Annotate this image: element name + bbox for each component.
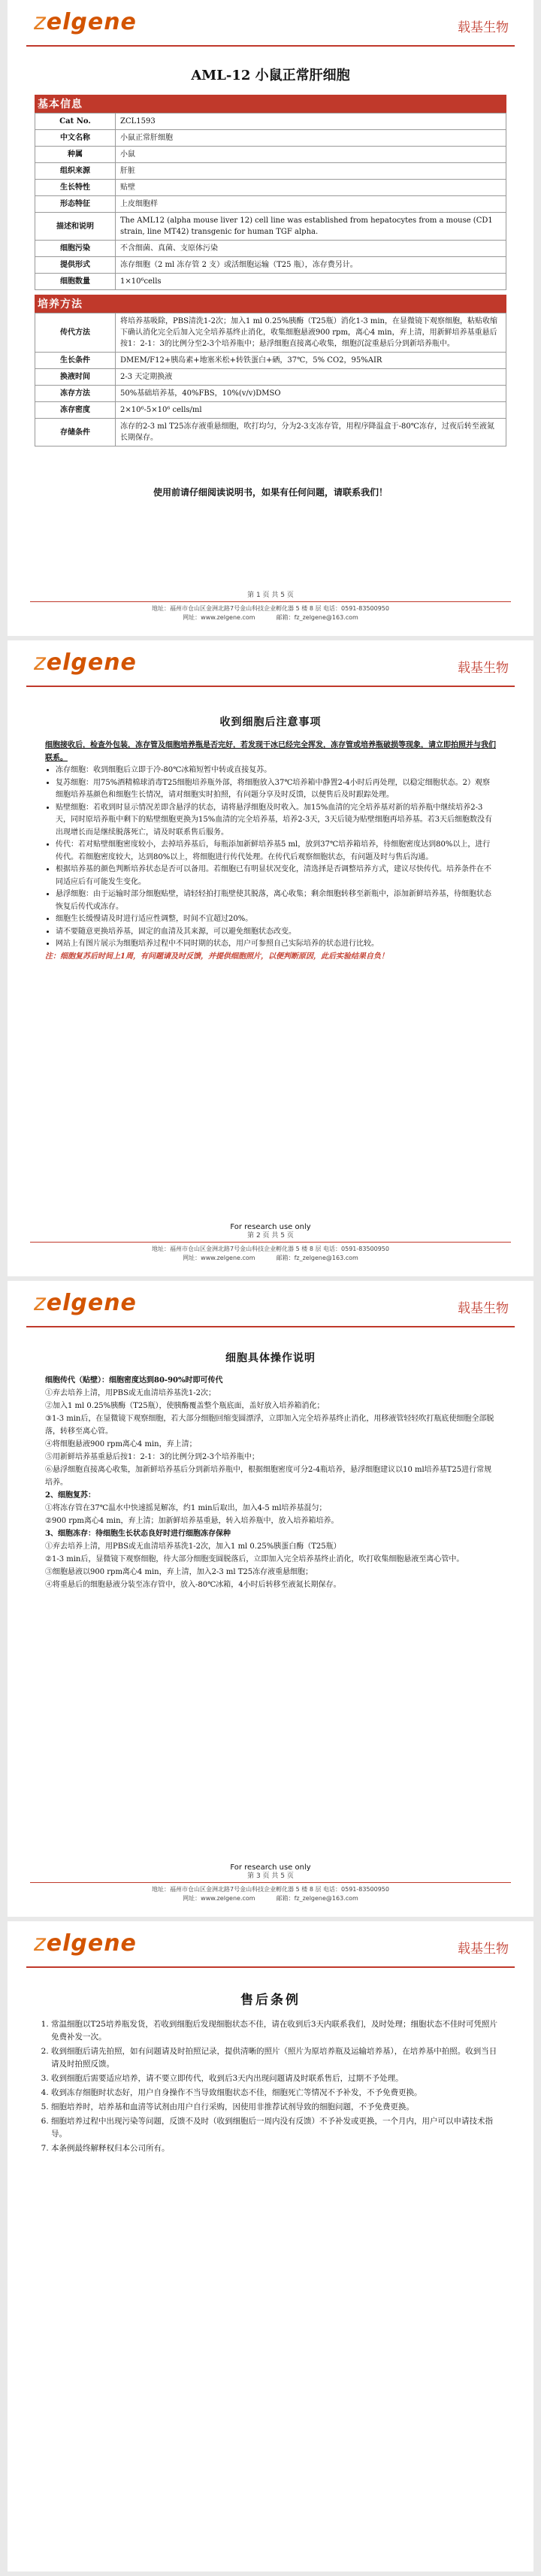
- procedure-body: [45, 1374, 496, 1591]
- table-row: [35, 196, 506, 213]
- page-3: [8, 1281, 533, 1917]
- after-sales-list: [39, 2018, 502, 2155]
- row-value: 冻存的2-3 ml T25冻存液重悬细胞，吹打均匀，分为2-3支冻存管，用程序降温盒于-80℃冻存，过夜后转至液氮长期保存。: [116, 419, 506, 446]
- page-header: [26, 0, 515, 47]
- procedure-line: 3、细胞冻存：待细胞生长状态良好时进行细胞冻存保种: [45, 1530, 231, 1538]
- row-value: 小鼠正常肝细胞: [116, 130, 506, 147]
- culture-table: [35, 313, 506, 446]
- list-item: • 贴壁细胞：若收到时显示情况差即含悬浮的状态，请将悬浮细胞及时收入。加15%血清的完全培养基对新的培养瓶中继续培养2-3天，同时原培养瓶中剩下的贴壁细胞更换为15%血清的完全培养基，培养2-3天，3天后镜为贴壁细胞再培养基。若3天后细胞数没有出现增长而是继续脱落死亡，请及时联系售后服务。: [56, 802, 496, 840]
- page-4: [8, 1921, 533, 2571]
- row-label: 中文名称: [35, 130, 116, 147]
- row-label: 换液时间: [35, 369, 116, 386]
- row-label: 组织来源: [35, 163, 116, 180]
- section-culture: 培养方法: [35, 295, 506, 313]
- lead-paragraph: 细胞接收后，检查外包装，冻存管及细胞培养瓶是否完好，若发现干冰已经完全挥发，冻存管或培养瓶破损等现象，请立即拍照并与我们联系。: [45, 741, 496, 762]
- page-title: 售后条例: [240, 1993, 301, 2008]
- page-header: [26, 1921, 515, 1968]
- row-label: 种属: [35, 147, 116, 163]
- table-row: [35, 114, 506, 130]
- page-1: [8, 0, 533, 636]
- row-label: 生长条件: [35, 353, 116, 369]
- row-value: The AML12 (alpha mouse liver 12) cell line was established from hepatocytes from a mouse (CD1 strain, line MT42) transgenic for human TGF alpha.: [116, 213, 506, 241]
- table-row: [35, 180, 506, 196]
- page-title: AML-12 小鼠正常肝细胞: [191, 68, 350, 83]
- procedure-line: ④将细胞悬液900 rpm离心4 min，弃上清；: [45, 1440, 197, 1448]
- page-footer: 第 3 页 共 5 页 地址：福州市仓山区金洲北路7号金山科技企业孵化器 5 楼 8 层 电话：0591-83500950 网址：www.zelgene.com 邮箱：fz_zelgene@163.com: [8, 1872, 533, 1903]
- research-use-label: For research use only: [230, 1863, 311, 1872]
- list-item: • 根据培养基的颜色判断培养状态是否可以备用。若细胞已有明显状况变化，清选择是否调整培养方式，建议尽快传代。培养条件在不同适应后有可能发生变化。: [56, 864, 496, 888]
- list-item: 2. 收到细胞后请先拍照，如有问题请及时拍照记录，提供清晰的照片（照片为原培养瓶及运输培养基），在培养基中拍照。收到当日请及时拍照反馈。: [51, 2045, 502, 2071]
- list-item: • 悬浮细胞：由于运输时部分细胞贴壁，请轻轻拍打瓶壁使其脱落，离心收集；剩余细胞转移至新瓶中，添加新鲜培养基，待细胞状态恢复后传代或冻存。: [56, 888, 496, 913]
- table-row: [35, 353, 506, 369]
- row-value: ZCL1593: [116, 114, 506, 130]
- row-label: 提供形式: [35, 257, 116, 274]
- page-footer: 第 1 页 共 5 页 地址：福州市仓山区金洲北路7号金山科技企业孵化器 5 楼 8 层 电话：0591-83500950 网址：www.zelgene.com 邮箱：fz_zelgene@163.com: [8, 591, 533, 622]
- row-value: DMEM/F12+胰岛素+地塞米松+转铁蛋白+硒，37℃，5% CO2，95%AIR: [116, 353, 506, 369]
- row-value: 2-3 天定期换液: [116, 369, 506, 386]
- table-row: [35, 369, 506, 386]
- list-item: • 细胞生长缓慢请及时进行适应性调整，时间不宜超过20%。: [56, 913, 496, 926]
- row-value: 肝脏: [116, 163, 506, 180]
- table-row: [35, 163, 506, 180]
- basic-info-table: [35, 113, 506, 290]
- row-value: 2×10⁶-5×10⁶ cells/ml: [116, 402, 506, 419]
- row-value: 50%基础培养基，40%FBS，10%(v/v)DMSO: [116, 386, 506, 402]
- row-label: 形态特征: [35, 196, 116, 213]
- table-row: [35, 419, 506, 446]
- page-title: 细胞具体操作说明: [225, 1352, 316, 1364]
- row-label: 冻存密度: [35, 402, 116, 419]
- procedure-line: ④将重悬后的细胞悬液分装至冻存管中，放入-80℃冰箱，4小时后转移至液氮长期保存。: [45, 1581, 341, 1589]
- table-row: [35, 147, 506, 163]
- procedure-line: ③细胞悬液以900 rpm离心4 min，弃上清，加入2-3 ml T25冻存液重悬细胞；: [45, 1568, 313, 1576]
- section-basic-info: 基本信息: [35, 95, 506, 113]
- list-item: 6. 细胞培养过程中出现污染等问题，反馈不及时（收到细胞后一周内没有反馈）不予补发或更换，一个月内，用户可以申请技术指导。: [51, 2115, 502, 2141]
- list-item: • 传代：若对贴壁细胞密度较小，去掉培养基后，每瓶添加新鲜培养基5 ml，放到37℃培养箱培养，待细胞密度达到80%以上，进行传代。若细胞密度较大，达到80%以上，将细胞进行传代处理。在传代后观察细胞状态，有问题及时与售后沟通。: [56, 839, 496, 864]
- table-row: [35, 213, 506, 241]
- row-value: 上皮细胞样: [116, 196, 506, 213]
- procedure-line: ①弃去培养上清，用PBS或无血清培养基洗1-2次，加入1 ml 0.25%胰蛋白酶（T25瓶）: [45, 1542, 341, 1551]
- procedure-line: ②900 rpm离心4 min，弃上清；加新鲜培养基重悬，转入培养瓶中，放入培养箱培养。: [45, 1517, 339, 1525]
- row-label: 描述和说明: [35, 213, 116, 241]
- instruction-note: 使用前请仔细阅读说明书，如果有任何问题，请联系我们！: [153, 487, 388, 498]
- table-row: [35, 313, 506, 353]
- list-item: • 冻存细胞：收到细胞后立即于冷-80℃冰箱短暂中转或直接复苏。: [56, 764, 496, 777]
- row-label: 生长特性: [35, 180, 116, 196]
- brand-name: 载基生物: [458, 661, 509, 676]
- list-item: • 复苏细胞：用75%酒精棉球消毒T25细胞培养瓶外部，将细胞放入37℃培养箱中静置2-4小时后再处理，以稳定细胞状态。2）观察细胞培养基颜色和细胞生长情况，请对细胞实时拍照，有问题分享及时反馈，以便售后及时跟踪处理。: [56, 777, 496, 802]
- list-item: 5. 细胞培养时，培养基和血清等试剂由用户自行采购，因使用非推荐试剂导致的细胞问题，不予免费更换。: [51, 2101, 502, 2114]
- row-value: 小鼠: [116, 147, 506, 163]
- company-logo: zelgene: [34, 1290, 137, 1316]
- list-item: 4. 收到冻存细胞时状态好，用户自身操作不当导致细胞状态不佳，细胞死亡等情况不予补发，不予免费更换。: [51, 2087, 502, 2099]
- procedure-line: ①将冻存管在37℃温水中快速摇晃解冻，约1 min后取出，加入4-5 ml培养基混匀；: [45, 1504, 327, 1512]
- list-item: 7. 本条例最终解释权归本公司所有。: [51, 2142, 502, 2155]
- warning-note: 注：细胞复苏后时间上1周，有问题请及时反馈，并提供细胞照片，以便判断原因，此后实验结果自负！: [45, 952, 388, 961]
- page-header: [26, 1281, 515, 1327]
- table-row: [35, 402, 506, 419]
- row-label: Cat No.: [35, 114, 116, 130]
- procedure-line: ⑤用新鲜培养基重悬后按1：2-1：3的比例分到2-3个培养瓶中；: [45, 1453, 259, 1461]
- procedure-line: ②加入1 ml 0.25%胰酶（T25瓶），使胰酶覆盖整个瓶底面，盖好放入培养箱消化；: [45, 1402, 325, 1410]
- procedure-line: ①弃去培养上清，用PBS或无血清培养基洗1-2次；: [45, 1389, 216, 1397]
- row-value: 1×10⁶cells: [116, 274, 506, 290]
- row-label: 存储条件: [35, 419, 116, 446]
- company-logo: zelgene: [34, 1930, 137, 1957]
- table-row: [35, 241, 506, 257]
- table-row: [35, 257, 506, 274]
- row-label: 冻存方法: [35, 386, 116, 402]
- procedure-line: 2、细胞复苏：: [45, 1491, 95, 1500]
- list-item: • 请不要随意更换培养基，固定的血清及其来源，可以避免细胞状态改变。: [56, 926, 496, 939]
- notice-body: [45, 740, 496, 963]
- brand-name: 载基生物: [458, 20, 509, 35]
- page-2: [8, 640, 533, 1276]
- row-label: 传代方法: [35, 313, 116, 353]
- table-row: [35, 274, 506, 290]
- table-row: [35, 386, 506, 402]
- company-logo: zelgene: [34, 9, 137, 35]
- procedure-line: ③1-3 min后，在显微镜下观察细胞，若大部分细胞回缩变圆漂浮，立即加入完全培养基终止消化，用移液管轻轻吹打瓶底使细胞全部脱落，转移至离心管。: [45, 1415, 494, 1436]
- company-logo: zelgene: [34, 649, 137, 676]
- page-header: [26, 640, 515, 687]
- notice-list: [45, 764, 496, 951]
- row-value: 不含细菌、真菌、支原体污染: [116, 241, 506, 257]
- row-value: 冻存细胞（2 ml 冻存管 2 支）或活细胞运输（T25 瓶），冻存费另计。: [116, 257, 506, 274]
- after-sales-body: [39, 2018, 502, 2155]
- row-label: 细胞数量: [35, 274, 116, 290]
- list-item: 1. 常温细胞以T25培养瓶发货，若收到细胞后发现细胞状态不佳，请在收到后3天内联系我们，及时处理；细胞状态不佳时可凭照片免费补发一次。: [51, 2018, 502, 2044]
- list-item: 3. 收到细胞后需要适应培养，请不要立即传代，收到后3天内出现问题请及时联系售后，过期不予处理。: [51, 2072, 502, 2085]
- row-label: 细胞污染: [35, 241, 116, 257]
- procedure-line: 细胞传代（贴壁）：细胞密度达到80-90%时即可传代: [45, 1376, 223, 1385]
- row-value: 贴壁: [116, 180, 506, 196]
- page-footer: 第 2 页 共 5 页 地址：福州市仓山区金洲北路7号金山科技企业孵化器 5 楼 8 层 电话：0591-83500950 网址：www.zelgene.com 邮箱：fz_zelgene@163.com: [8, 1231, 533, 1263]
- list-item: • 网站上有图片展示为细胞培养过程中不同时期的状态，用户可参照自己实际培养的状态进行比较。: [56, 938, 496, 951]
- row-value: 将培养基吸除，PBS清洗1-2次；加入1 ml 0.25%胰酶（T25瓶）消化1-3 min，在显微镜下观察细胞，粘贴收缩下确认消化完全后加入完全培养基终止消化，收集细胞悬液900 rpm，离心4 min，弃上清，用新鲜培养基重悬后按1：2-1：3的比例分至2-3个培养瓶中；悬浮细胞直接离心收集，细胞沉淀重悬后分到新培养瓶中。: [116, 313, 506, 353]
- procedure-line: ⑥悬浮细胞直接离心收集，加新鲜培养基后分到新培养瓶中，根据细胞密度可分2-4瓶培养，悬浮细胞建议以10 ml培养基T25进行常规培养。: [45, 1466, 492, 1487]
- table-row: [35, 130, 506, 147]
- research-use-label: For research use only: [230, 1223, 311, 1231]
- page-title: 收到细胞后注意事项: [219, 716, 322, 728]
- brand-name: 载基生物: [458, 1301, 509, 1316]
- procedure-line: ②1-3 min后，显微镜下观察细胞，待大部分细胞变圆脱落后，立即加入完全培养基终止消化，吹打收集细胞悬液至离心管中。: [45, 1555, 464, 1563]
- brand-name: 载基生物: [458, 1942, 509, 1957]
